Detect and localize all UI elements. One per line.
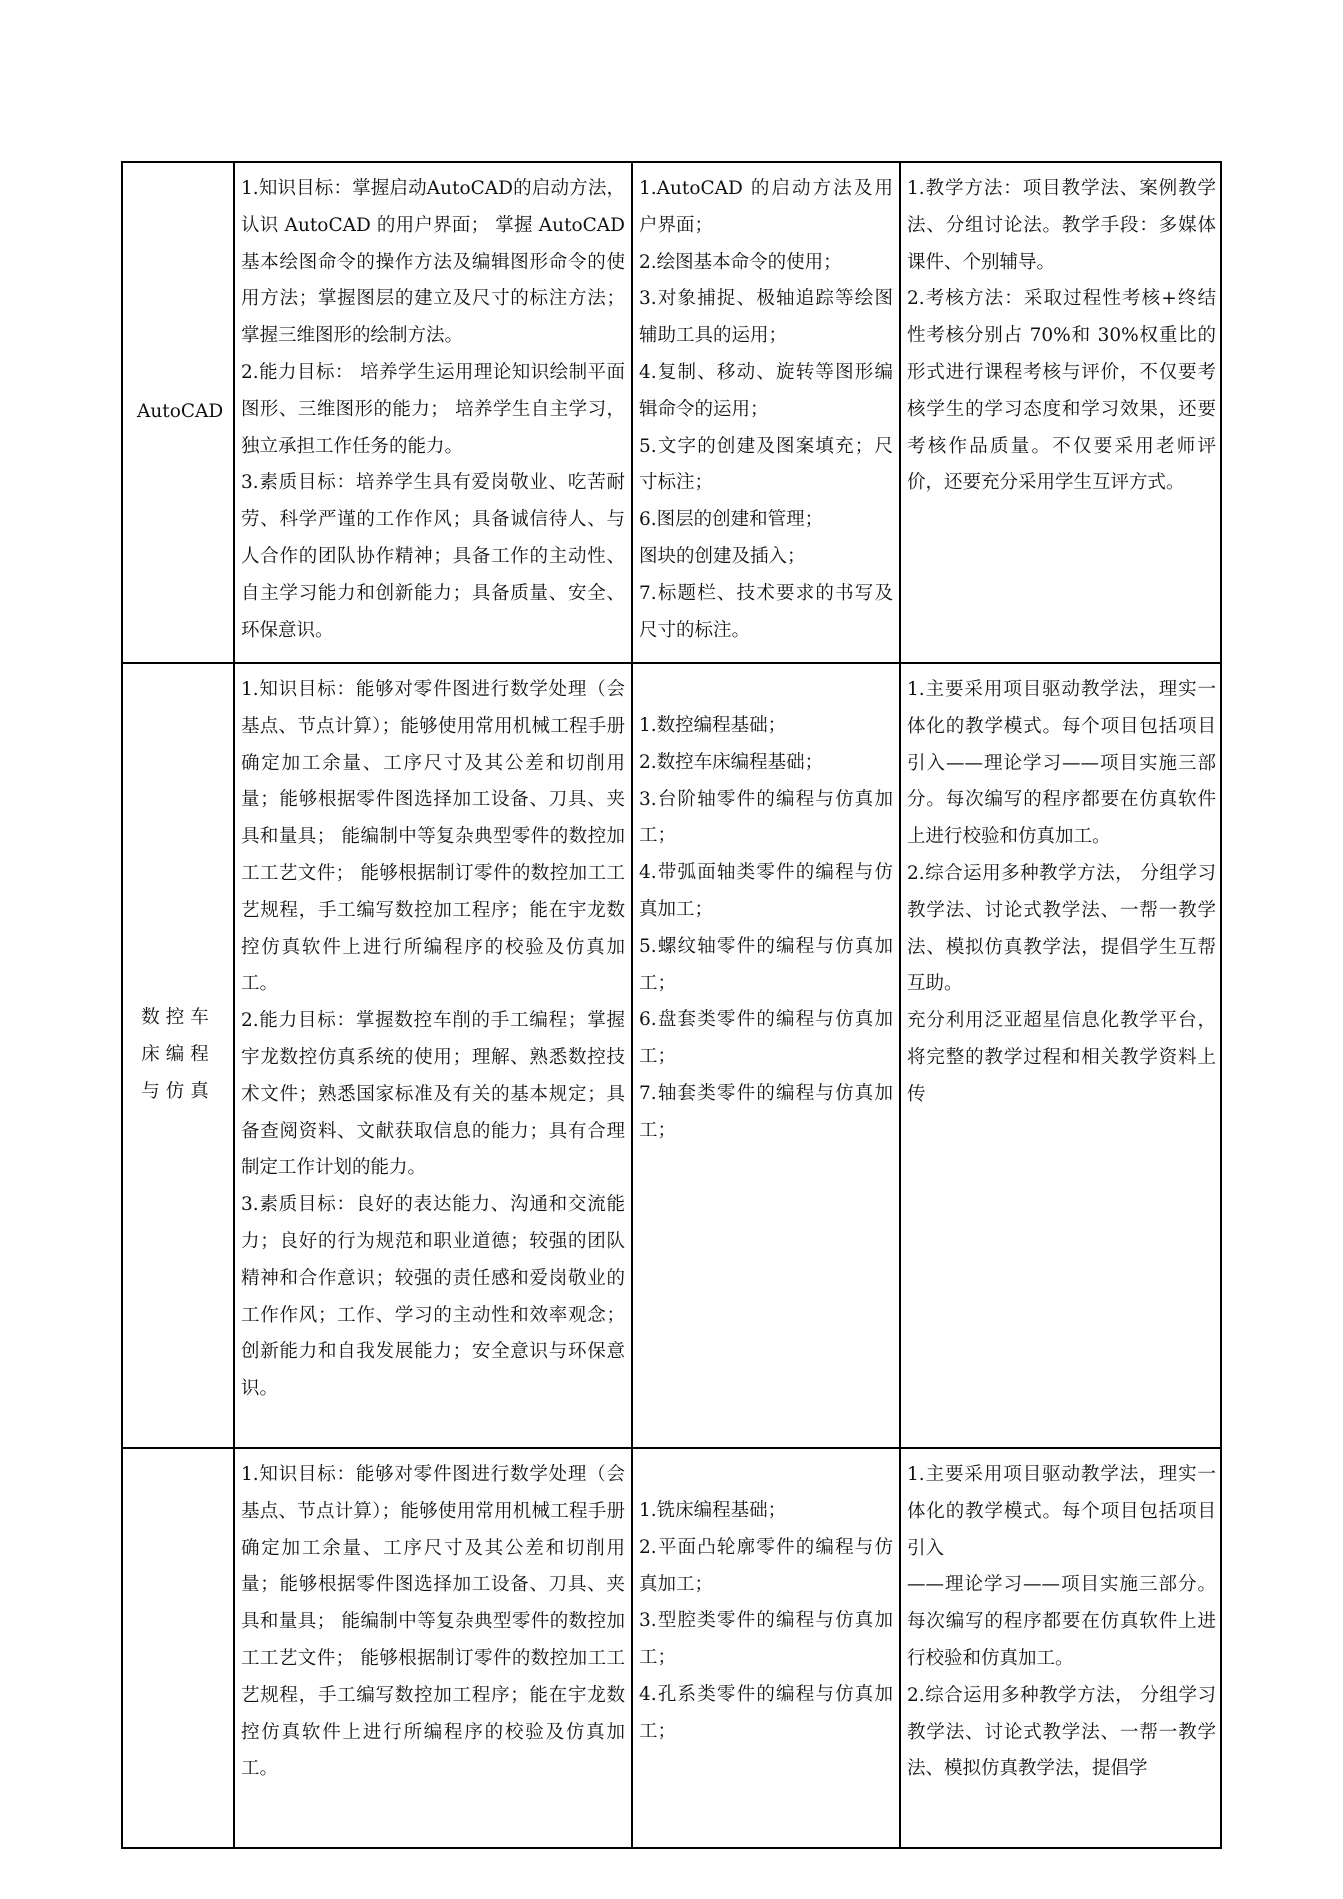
objective-item: 1.知识目标：掌握启动AutoCAD的启动方法，认识 AutoCAD 的用户界面； 掌握 AutoCAD 基本绘图命令的操作方法及编辑图形命令的使用方法；掌握图层的建立及尺寸的标注方法；掌握三维图形的绘制方法。 bbox=[241, 178, 625, 347]
course-name-cell bbox=[122, 663, 234, 1448]
table-row bbox=[122, 663, 1221, 1448]
objective-item: 2.能力目标： 培养学生运用理论知识绘制平面图形、三维图形的能力； 培养学生自主学习，独立承担工作任务的能力。 bbox=[241, 361, 625, 457]
content-cell bbox=[632, 1448, 900, 1848]
content-item: 6.盘套类零件的编程与仿真加工； bbox=[639, 1009, 893, 1068]
objectives-cell bbox=[234, 162, 632, 663]
content-item: 1.铣床编程基础； bbox=[639, 1500, 787, 1521]
content-item: 1.AutoCAD 的启动方法及用户界面； bbox=[639, 178, 893, 236]
content-item: 7.标题栏、技术要求的书写及尺寸的标注。 bbox=[639, 582, 893, 641]
objective-item: 2.能力目标：掌握数控车削的手工编程；掌握宇龙数控仿真系统的使用；理解、熟悉数控技术文件；熟悉国家标准及有关的基本规定；具备查阅资料、文献获取信息的能力；具有合理制定工作计划的能力。 bbox=[241, 1010, 625, 1179]
method-item: 1.主要采用项目驱动教学法，理实一体化的教学模式。每个项目包括项目引入 bbox=[907, 1464, 1216, 1559]
table-row bbox=[122, 162, 1221, 663]
content-item: 3.对象捕捉、极轴追踪等绘图辅助工具的运用； bbox=[639, 288, 893, 347]
content-item: 3.型腔类零件的编程与仿真加工； bbox=[639, 1610, 893, 1669]
course-name-cell bbox=[122, 162, 234, 663]
content-item: 4.孔系类零件的编程与仿真加工； bbox=[639, 1683, 893, 1742]
content-item: 5.文字的创建及图案填充；尺寸标注； bbox=[639, 435, 893, 494]
course-name: 数控车床编程与仿真 bbox=[141, 1007, 215, 1102]
content-item: 2.数控车床编程基础； bbox=[639, 751, 824, 773]
content-item: 5.螺纹轴零件的编程与仿真加工； bbox=[639, 935, 893, 994]
methods-cell bbox=[900, 162, 1221, 663]
objective-item: 1.知识目标：能够对零件图进行数学处理（会基点、节点计算）；能够使用常用机械工程手册确定加工余量、工序尺寸及其公差和切削用量；能够根据零件图选择加工设备、刀具、夹具和量具； 能编制中等复杂典型零件的数控加工工艺文件； 能够根据制订零件的数控加工工艺规程，手工编写数控加工程序；能在宇龙数控仿真软件上进行所编程序的校验及仿真加工。 bbox=[241, 679, 625, 995]
table-row bbox=[122, 1448, 1221, 1848]
course-name-cell bbox=[122, 1448, 234, 1848]
content-item: 1.数控编程基础； bbox=[639, 715, 787, 736]
content-cell bbox=[632, 663, 900, 1448]
content-item: 4.复制、移动、旋转等图形编辑命令的运用； bbox=[639, 361, 893, 420]
method-item: 2.综合运用多种教学方法， 分组学习教学法、讨论式教学法、一帮一教学法、模拟仿真教学法，提倡学生互帮互助。 bbox=[907, 862, 1216, 995]
curriculum-table bbox=[121, 161, 1222, 1849]
objectives-cell bbox=[234, 663, 632, 1448]
content-item: 2.绘图基本命令的使用； bbox=[639, 251, 842, 273]
objective-item: 3.素质目标：培养学生具有爱岗敬业、吃苦耐劳、科学严谨的工作作风；具备诚信待人、与人合作的团队协作精神；具备工作的主动性、自主学习能力和创新能力；具备质量、安全、环保意识。 bbox=[241, 472, 625, 641]
method-item: 充分利用泛亚超星信息化教学平台，将完整的教学过程和相关教学资料上传 bbox=[907, 1010, 1216, 1105]
objectives-cell bbox=[234, 1448, 632, 1848]
content-item: 2.平面凸轮廓零件的编程与仿真加工； bbox=[639, 1536, 893, 1595]
content-item: 7.轴套类零件的编程与仿真加工； bbox=[639, 1082, 893, 1141]
objective-item: 3.素质目标：良好的表达能力、沟通和交流能力；良好的行为规范和职业道德；较强的团队精神和合作意识；较强的责任感和爱岗敬业的工作作风；工作、学习的主动性和效率观念；创新能力和自我发展能力；安全意识与环保意识。 bbox=[241, 1194, 625, 1400]
method-item: 1.教学方法：项目教学法、案例教学法、分组讨论法。教学手段：多媒体课件、个别辅导。 bbox=[907, 178, 1216, 273]
content-item: 4.带弧面轴类零件的编程与仿真加工； bbox=[639, 862, 893, 920]
methods-cell bbox=[900, 663, 1221, 1448]
objective-item: 1.知识目标：能够对零件图进行数学处理（会基点、节点计算）；能够使用常用机械工程手册确定加工余量、工序尺寸及其公差和切削用量；能够根据零件图选择加工设备、刀具、夹具和量具； 能编制中等复杂典型零件的数控加工工艺文件； 能够根据制订零件的数控加工工艺规程，手工编写数控加工程序；能在宇龙数控仿真软件上进行所编程序的校验及仿真加工。 bbox=[241, 1464, 625, 1780]
content-item: 3.台阶轴零件的编程与仿真加工； bbox=[639, 788, 893, 847]
content-item: 图块的创建及插入； bbox=[639, 545, 806, 567]
content-item: 6.图层的创建和管理； bbox=[639, 509, 824, 531]
method-item: 1.主要采用项目驱动教学法，理实一体化的教学模式。每个项目包括项目引入——理论学习——项目实施三部分。每次编写的程序都要在仿真软件上进行校验和仿真加工。 bbox=[907, 679, 1216, 848]
methods-cell bbox=[900, 1448, 1221, 1848]
content-cell bbox=[632, 162, 900, 663]
method-item: 2.考核方法：采取过程性考核+终结性考核分别占 70%和 30%权重比的形式进行课程考核与评价，不仅要考核学生的学习态度和学习效果，还要考核作品质量。不仅要采用老师评价，还要充分采用学生互评方式。 bbox=[907, 288, 1216, 494]
course-name: AutoCAD bbox=[137, 401, 224, 423]
method-item: ——理论学习——项目实施三部分。每次编写的程序都要在仿真软件上进行校验和仿真加工。 bbox=[907, 1574, 1216, 1669]
method-item: 2.综合运用多种教学方法， 分组学习教学法、讨论式教学法、一帮一教学法、模拟仿真教学法，提倡学 bbox=[907, 1684, 1216, 1780]
